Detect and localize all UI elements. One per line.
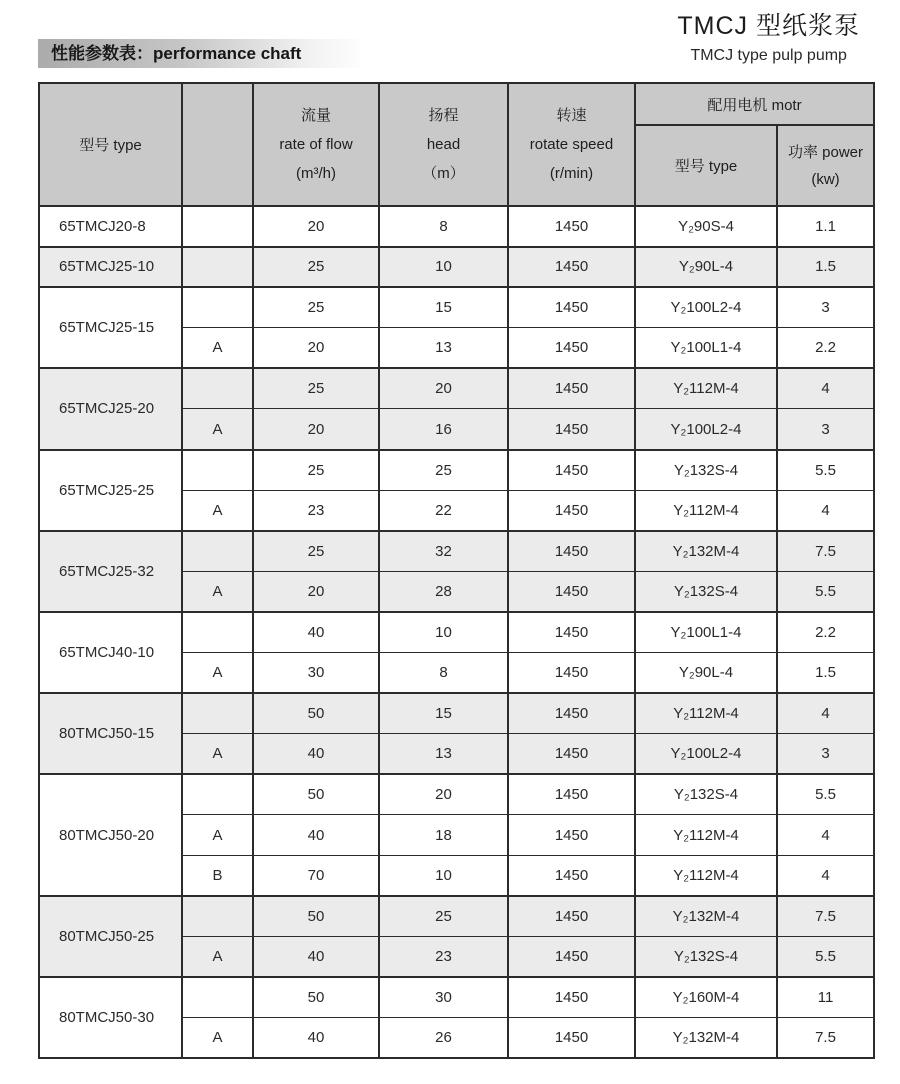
variant-cell: A — [182, 653, 253, 694]
header-head-en: head — [426, 136, 461, 153]
flow-cell: 20 — [253, 328, 379, 369]
flow-cell: 30 — [253, 653, 379, 694]
header-speed — [508, 83, 635, 206]
head-cell: 8 — [379, 206, 508, 247]
table-body — [39, 206, 874, 1058]
variant-cell: A — [182, 328, 253, 369]
speed-cell: 1450 — [508, 450, 635, 491]
power-cell: 4 — [777, 815, 874, 856]
variant-cell: A — [182, 490, 253, 531]
header-head — [379, 83, 508, 206]
motor-type-cell: Y₂112M-4 — [635, 815, 777, 856]
speed-cell: 1450 — [508, 571, 635, 612]
head-cell: 22 — [379, 490, 508, 531]
power-cell: 3 — [777, 409, 874, 450]
power-cell: 7.5 — [777, 1018, 874, 1059]
speed-cell: 1450 — [508, 815, 635, 856]
flow-cell: 25 — [253, 247, 379, 288]
motor-type-cell: Y₂90S-4 — [635, 206, 777, 247]
pump-type-cell: 65TMCJ25-32 — [39, 531, 182, 612]
head-cell: 25 — [379, 896, 508, 937]
header-speed-unit: (r/min) — [549, 165, 594, 182]
speed-cell: 1450 — [508, 1018, 635, 1059]
motor-type-cell: Y₂112M-4 — [635, 856, 777, 897]
pump-type-cell: 80TMCJ50-15 — [39, 693, 182, 774]
motor-type-cell: Y₂112M-4 — [635, 368, 777, 409]
pump-type-cell: 65TMCJ25-20 — [39, 368, 182, 449]
power-cell: 7.5 — [777, 531, 874, 572]
header-flow-en: rate of flow — [279, 136, 353, 153]
header-motor-power — [777, 125, 874, 206]
variant-cell — [182, 247, 253, 288]
table-row — [39, 368, 874, 409]
power-cell: 4 — [777, 856, 874, 897]
flow-cell: 25 — [253, 368, 379, 409]
speed-cell: 1450 — [508, 328, 635, 369]
head-cell: 28 — [379, 571, 508, 612]
power-cell: 3 — [777, 734, 874, 775]
power-cell: 1.1 — [777, 206, 874, 247]
speed-cell: 1450 — [508, 937, 635, 978]
motor-type-cell: Y₂112M-4 — [635, 490, 777, 531]
table-row — [39, 531, 874, 572]
power-cell: 7.5 — [777, 896, 874, 937]
variant-cell: A — [182, 1018, 253, 1059]
variant-cell — [182, 612, 253, 653]
flow-cell: 40 — [253, 1018, 379, 1059]
variant-cell — [182, 896, 253, 937]
table-row — [39, 774, 874, 815]
flow-cell: 20 — [253, 571, 379, 612]
head-cell: 20 — [379, 368, 508, 409]
motor-type-cell: Y₂132S-4 — [635, 450, 777, 491]
power-cell: 11 — [777, 977, 874, 1018]
variant-cell: A — [182, 937, 253, 978]
variant-cell — [182, 774, 253, 815]
pump-type-cell: 65TMCJ25-10 — [39, 247, 182, 288]
document-title-english: TMCJ type pulp pump — [690, 47, 847, 64]
power-cell: 4 — [777, 490, 874, 531]
power-cell: 5.5 — [777, 774, 874, 815]
pump-type-cell: 65TMCJ25-15 — [39, 287, 182, 368]
variant-cell — [182, 206, 253, 247]
table-row — [39, 247, 874, 288]
flow-cell: 40 — [253, 612, 379, 653]
header-motor-type: 型号 type — [635, 125, 777, 206]
power-cell: 1.5 — [777, 247, 874, 288]
head-cell: 25 — [379, 450, 508, 491]
head-cell: 23 — [379, 937, 508, 978]
header-motor-group: 配用电机 motr — [635, 83, 874, 125]
pump-type-cell: 65TMCJ25-25 — [39, 450, 182, 531]
table-row — [39, 612, 874, 653]
head-cell: 16 — [379, 409, 508, 450]
speed-cell: 1450 — [508, 247, 635, 288]
variant-cell: A — [182, 409, 253, 450]
variant-cell — [182, 977, 253, 1018]
document-title-block — [677, 6, 860, 65]
speed-cell: 1450 — [508, 896, 635, 937]
speed-cell: 1450 — [508, 368, 635, 409]
table-header — [39, 83, 874, 206]
speed-cell: 1450 — [508, 856, 635, 897]
flow-cell: 50 — [253, 693, 379, 734]
head-cell: 18 — [379, 815, 508, 856]
speed-cell: 1450 — [508, 693, 635, 734]
flow-cell: 40 — [253, 937, 379, 978]
header-flow — [253, 83, 379, 206]
speed-cell: 1450 — [508, 612, 635, 653]
flow-cell: 20 — [253, 206, 379, 247]
flow-cell: 40 — [253, 815, 379, 856]
header-motor-power-label: 功率 power — [787, 143, 864, 161]
flow-cell: 20 — [253, 409, 379, 450]
flow-cell: 25 — [253, 450, 379, 491]
motor-type-cell: Y₂112M-4 — [635, 693, 777, 734]
flow-cell: 25 — [253, 531, 379, 572]
performance-table — [38, 82, 875, 1059]
flow-cell: 40 — [253, 734, 379, 775]
pump-type-cell: 80TMCJ50-25 — [39, 896, 182, 977]
power-cell: 3 — [777, 287, 874, 328]
pump-type-cell: 80TMCJ50-20 — [39, 774, 182, 896]
head-cell: 20 — [379, 774, 508, 815]
power-cell: 4 — [777, 368, 874, 409]
variant-cell: A — [182, 571, 253, 612]
speed-cell: 1450 — [508, 734, 635, 775]
head-cell: 13 — [379, 328, 508, 369]
speed-cell: 1450 — [508, 206, 635, 247]
header-motor-power-unit: (kw) — [811, 170, 840, 188]
motor-type-cell: Y₂100L1-4 — [635, 612, 777, 653]
power-cell: 5.5 — [777, 450, 874, 491]
head-cell: 10 — [379, 612, 508, 653]
flow-cell: 25 — [253, 287, 379, 328]
variant-cell: B — [182, 856, 253, 897]
head-cell: 13 — [379, 734, 508, 775]
head-cell: 15 — [379, 287, 508, 328]
head-cell: 32 — [379, 531, 508, 572]
head-cell: 30 — [379, 977, 508, 1018]
motor-type-cell: Y₂132M-4 — [635, 896, 777, 937]
table-row — [39, 450, 874, 491]
document-title-chinese: TMCJ 型纸浆泵 — [677, 12, 860, 40]
motor-type-cell: Y₂90L-4 — [635, 247, 777, 288]
speed-cell: 1450 — [508, 977, 635, 1018]
header-head-unit: （m） — [422, 165, 465, 182]
power-cell: 4 — [777, 693, 874, 734]
variant-cell: A — [182, 734, 253, 775]
flow-cell: 23 — [253, 490, 379, 531]
header-speed-cn: 转速 — [556, 107, 587, 124]
speed-cell: 1450 — [508, 774, 635, 815]
variant-cell — [182, 368, 253, 409]
header-flow-cn: 流量 — [300, 107, 331, 124]
motor-type-cell: Y₂132M-4 — [635, 1018, 777, 1059]
table-row — [39, 977, 874, 1018]
power-cell: 1.5 — [777, 653, 874, 694]
motor-type-cell: Y₂100L1-4 — [635, 328, 777, 369]
motor-type-cell: Y₂100L2-4 — [635, 287, 777, 328]
header-head-cn: 扬程 — [428, 107, 459, 124]
table-row — [39, 693, 874, 734]
head-cell: 8 — [379, 653, 508, 694]
power-cell: 2.2 — [777, 612, 874, 653]
power-cell: 2.2 — [777, 328, 874, 369]
header-flow-unit: (m³/h) — [296, 165, 336, 182]
power-cell: 5.5 — [777, 571, 874, 612]
speed-cell: 1450 — [508, 531, 635, 572]
flow-cell: 50 — [253, 896, 379, 937]
motor-type-cell: Y₂160M-4 — [635, 977, 777, 1018]
header-variant — [182, 83, 253, 206]
performance-table-container — [38, 82, 875, 1059]
table-row — [39, 287, 874, 328]
power-cell: 5.5 — [777, 937, 874, 978]
motor-type-cell: Y₂132S-4 — [635, 774, 777, 815]
speed-cell: 1450 — [508, 653, 635, 694]
flow-cell: 70 — [253, 856, 379, 897]
motor-type-cell: Y₂100L2-4 — [635, 734, 777, 775]
section-heading: 性能参数表：performance chaft — [38, 39, 360, 68]
speed-cell: 1450 — [508, 409, 635, 450]
head-cell: 26 — [379, 1018, 508, 1059]
variant-cell — [182, 287, 253, 328]
head-cell: 15 — [379, 693, 508, 734]
speed-cell: 1450 — [508, 490, 635, 531]
motor-type-cell: Y₂100L2-4 — [635, 409, 777, 450]
variant-cell — [182, 531, 253, 572]
speed-cell: 1450 — [508, 287, 635, 328]
header-speed-en: rotate speed — [529, 136, 614, 153]
variant-cell: A — [182, 815, 253, 856]
flow-cell: 50 — [253, 774, 379, 815]
motor-type-cell: Y₂132S-4 — [635, 571, 777, 612]
pump-type-cell: 65TMCJ20-8 — [39, 206, 182, 247]
motor-type-cell: Y₂132M-4 — [635, 531, 777, 572]
variant-cell — [182, 450, 253, 491]
pump-type-cell: 65TMCJ40-10 — [39, 612, 182, 693]
table-row — [39, 896, 874, 937]
motor-type-cell: Y₂90L-4 — [635, 653, 777, 694]
header-type: 型号 type — [39, 83, 182, 206]
motor-type-cell: Y₂132S-4 — [635, 937, 777, 978]
table-row — [39, 206, 874, 247]
flow-cell: 50 — [253, 977, 379, 1018]
head-cell: 10 — [379, 856, 508, 897]
variant-cell — [182, 693, 253, 734]
head-cell: 10 — [379, 247, 508, 288]
pump-type-cell: 80TMCJ50-30 — [39, 977, 182, 1058]
